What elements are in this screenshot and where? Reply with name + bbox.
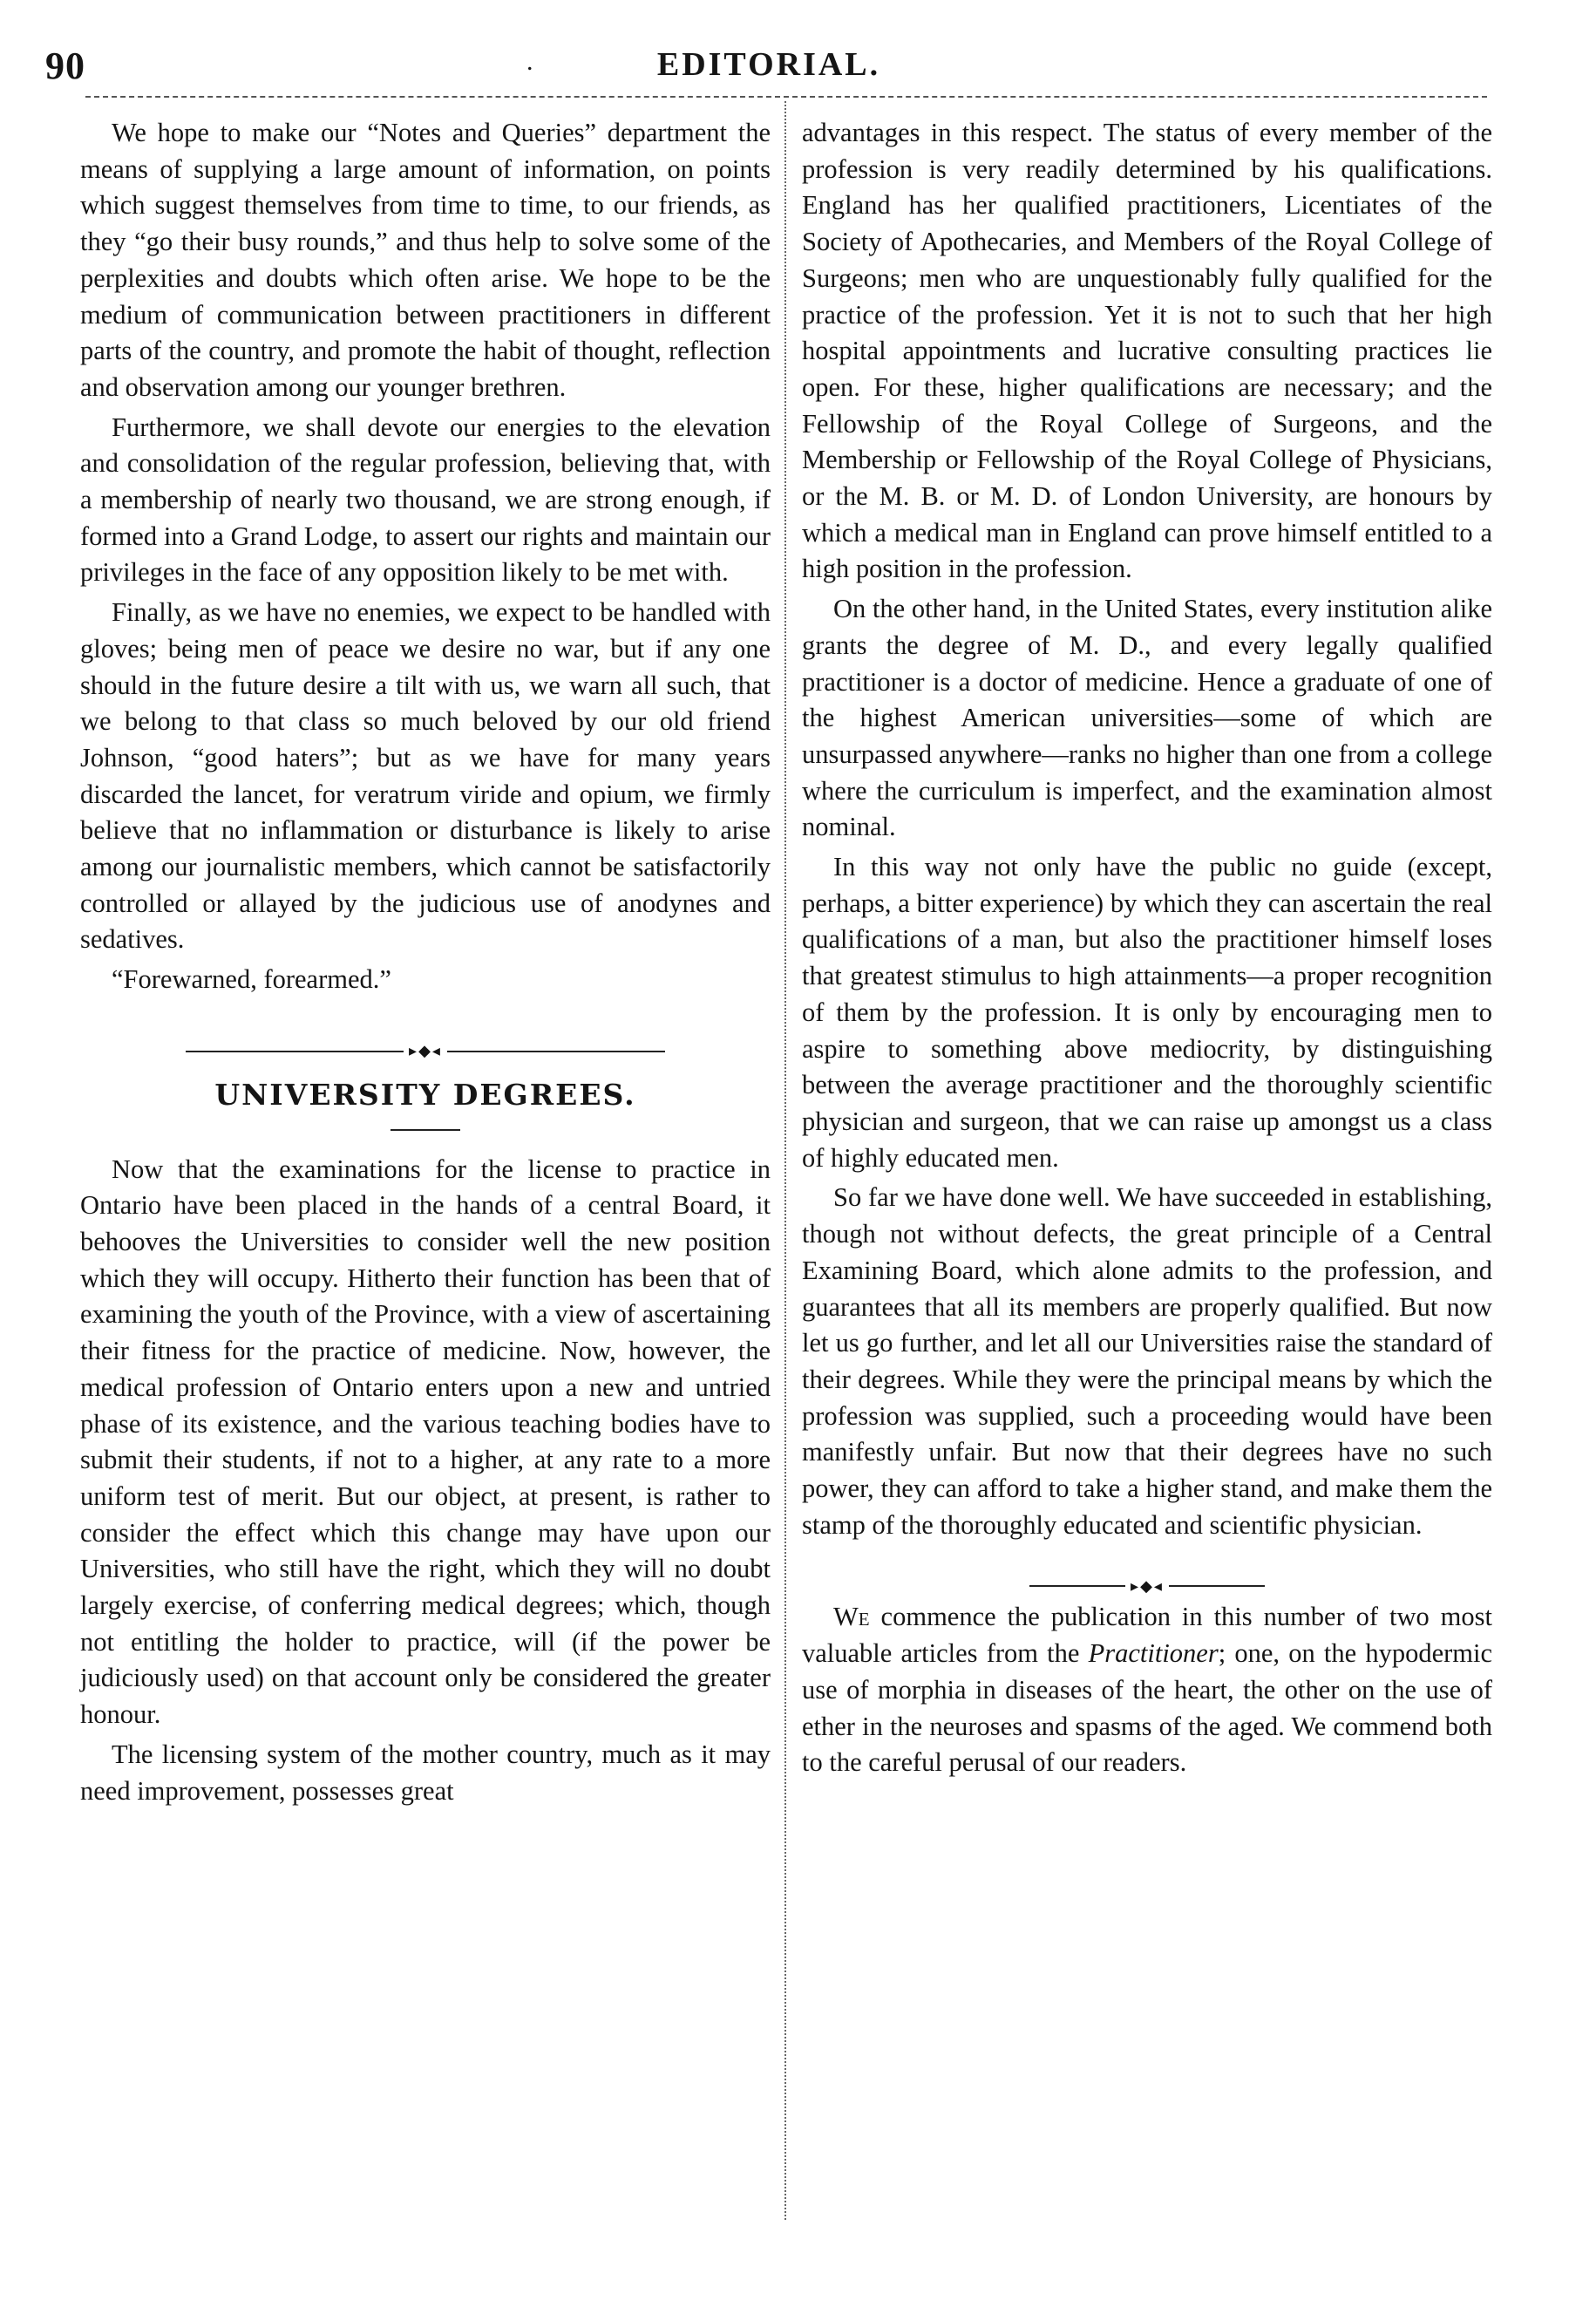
ornament-mark: ▸◆◂ bbox=[409, 1042, 442, 1060]
right-divider-ornament bbox=[802, 1566, 1492, 1595]
paragraph-furthermore: Furthermore, we shall devote our energies to the elevation and consolidation of the regular profession, believing that, with a membership of nearly two thousand, we are strong enough, if formed into a Grand Lodge, to assert our rights and maintain our privileges in the face of any opposition likely to be met with. bbox=[80, 412, 771, 588]
notice-text-b: ; one, on the hypodermic use of morphia in diseases of the heart, the other on the use of ether in the neuroses and spasms of the aged. We commend both to the careful perusal of our readers. bbox=[802, 1638, 1492, 1778]
paragraph-so-far: So far we have done well. We have succeeded in establishing, though not without defects, the great principle of a Central Examining Board, which alone admits to the profession, and guarantees that all its members are properly qualified. But now let us go further, and let all our Universities raise the standard of their degrees. While they were the principal means by which the profession was supplied, such a proceeding would have been manifestly unfair. But now that their degrees have no such power, they can afford to take a higher stand, and make them the stamp of the thoroughly educated and scientific physician. bbox=[802, 1182, 1492, 1540]
left-column bbox=[80, 115, 771, 1809]
paragraph-practitioner-notice bbox=[802, 1599, 1492, 1781]
notice-lead-word: We bbox=[833, 1602, 870, 1632]
ornament-line-left bbox=[186, 1051, 404, 1052]
closing-quote: “Forewarned, forearmed.” bbox=[112, 964, 391, 995]
paragraph-finally: Finally, as we have no enemies, we expect to be handled with gloves; being men of peace we desire no war, but if any one should in the future desire a tilt with us, we warn all such, that we belong to that class so much beloved by our old friend Johnson, “good haters”; but as we have for many years discarded the lancet, for veratrum viride and opium, we firmly believe that no inflammation or disturbance is likely to arise among our journalistic members, which cannot be satisfactorily controlled or allayed by the judicious use of anodynes and sedatives. bbox=[80, 597, 771, 955]
right-ornament-line-right bbox=[1169, 1585, 1265, 1587]
heading-rule bbox=[391, 1129, 460, 1131]
notice-journal-title: Practitioner bbox=[1088, 1638, 1219, 1669]
section-divider-ornament bbox=[80, 1031, 771, 1060]
running-title: EDITORIAL. bbox=[656, 46, 881, 83]
notice-text-a: commence the publication in this number of two most valuable articles from the bbox=[802, 1602, 1492, 1669]
page-number: 90 bbox=[45, 44, 85, 87]
paragraph-no-guide: In this way not only have the public no guide (except, perhaps, a bitter experience) by which they can ascertain the real qualifications of a man, but also the practitioner himself loses that greatest stimulus to high attainments—a proper recognition of them by the profession. It is only by encouraging men to aspire to something above mediocrity, by distinguishing between the average practitioner and the thoroughly scientific physician and surgeon, that we can raise up amongst us a class of highly educated men. bbox=[802, 852, 1492, 1173]
page-header bbox=[45, 44, 1492, 87]
header-dot: . bbox=[526, 47, 533, 76]
header-rule bbox=[85, 96, 1487, 98]
paragraph-licensing-system: The licensing system of the mother country, much as it may need improvement, possesses great bbox=[80, 1739, 771, 1806]
paragraph-advantages: advantages in this respect. The status of every member of the profession is very readily determined by his qualifications. England has her qualified practitioners, Licentiates of the Society of Apothecaries, and Members of the Royal College of Surgeons; men who are unquestionably fully qualified for the practice of the profession. Yet it is not to such that her high hospital appointments and lucrative consulting practices lie open. For these, higher qualifications are necessary; and the Fellowship of the Royal College of Surgeons, and the Membership or Fellowship of the Royal College of Physicians, or the M. B. or M. D. of London University, are honours by which a medical man in England can prove himself entitled to a high position in the profession. bbox=[802, 118, 1492, 584]
paragraph-university-degrees: Now that the examinations for the license to practice in Ontario have been placed in the hands of a central Board, it behooves the Universities to consider well the new position which they will occupy. Hitherto their function has been that of examining the youth of the Province, with a view of ascertaining their fitness for the practice of medicine. Now, however, the medical profession of Ontario enters upon a new and untried phase of its existence, and the various teaching bodies have to submit their students, if not to a higher, at any rate to a more uniform test of merit. But our object, at present, is rather to consider the effect which this change may have upon our Universities, who still have the right, which they will no doubt largely exercise, of conferring medical degrees; which, though not entitling the holder to practice, will (if the power be judiciously used) on that account only be considered the greater honour. bbox=[80, 1154, 771, 1730]
paragraph-notes-and-queries: We hope to make our “Notes and Queries” department the means of supplying a large amount of information, on points which suggest themselves from time to time, to our friends, as they “go their busy rounds,” and thus help to solve some of the perplexities and doubts which often arise. We hope to be the medium of communication between practitioners in different parts of the country, and promote the habit of thought, reflection and observation among our younger brethren. bbox=[80, 118, 771, 402]
right-ornament-line-left bbox=[1029, 1585, 1125, 1587]
section-heading: UNIVERSITY DEGREES. bbox=[214, 1077, 636, 1112]
ornament-line-right bbox=[447, 1051, 665, 1052]
right-ornament-mark: ▸◆◂ bbox=[1131, 1576, 1164, 1595]
right-column bbox=[802, 115, 1492, 1781]
paragraph-united-states: On the other hand, in the United States, every institution alike grants the degree of M. D., and every legally qualified practitioner is a doctor of medicine. Hence a graduate of one of the highest American universities—some of which are unsurpassed anywhere—ranks no higher than one from a college where the curriculum is imperfect, and the examination almost nominal. bbox=[802, 594, 1492, 842]
column-divider bbox=[784, 101, 786, 2220]
